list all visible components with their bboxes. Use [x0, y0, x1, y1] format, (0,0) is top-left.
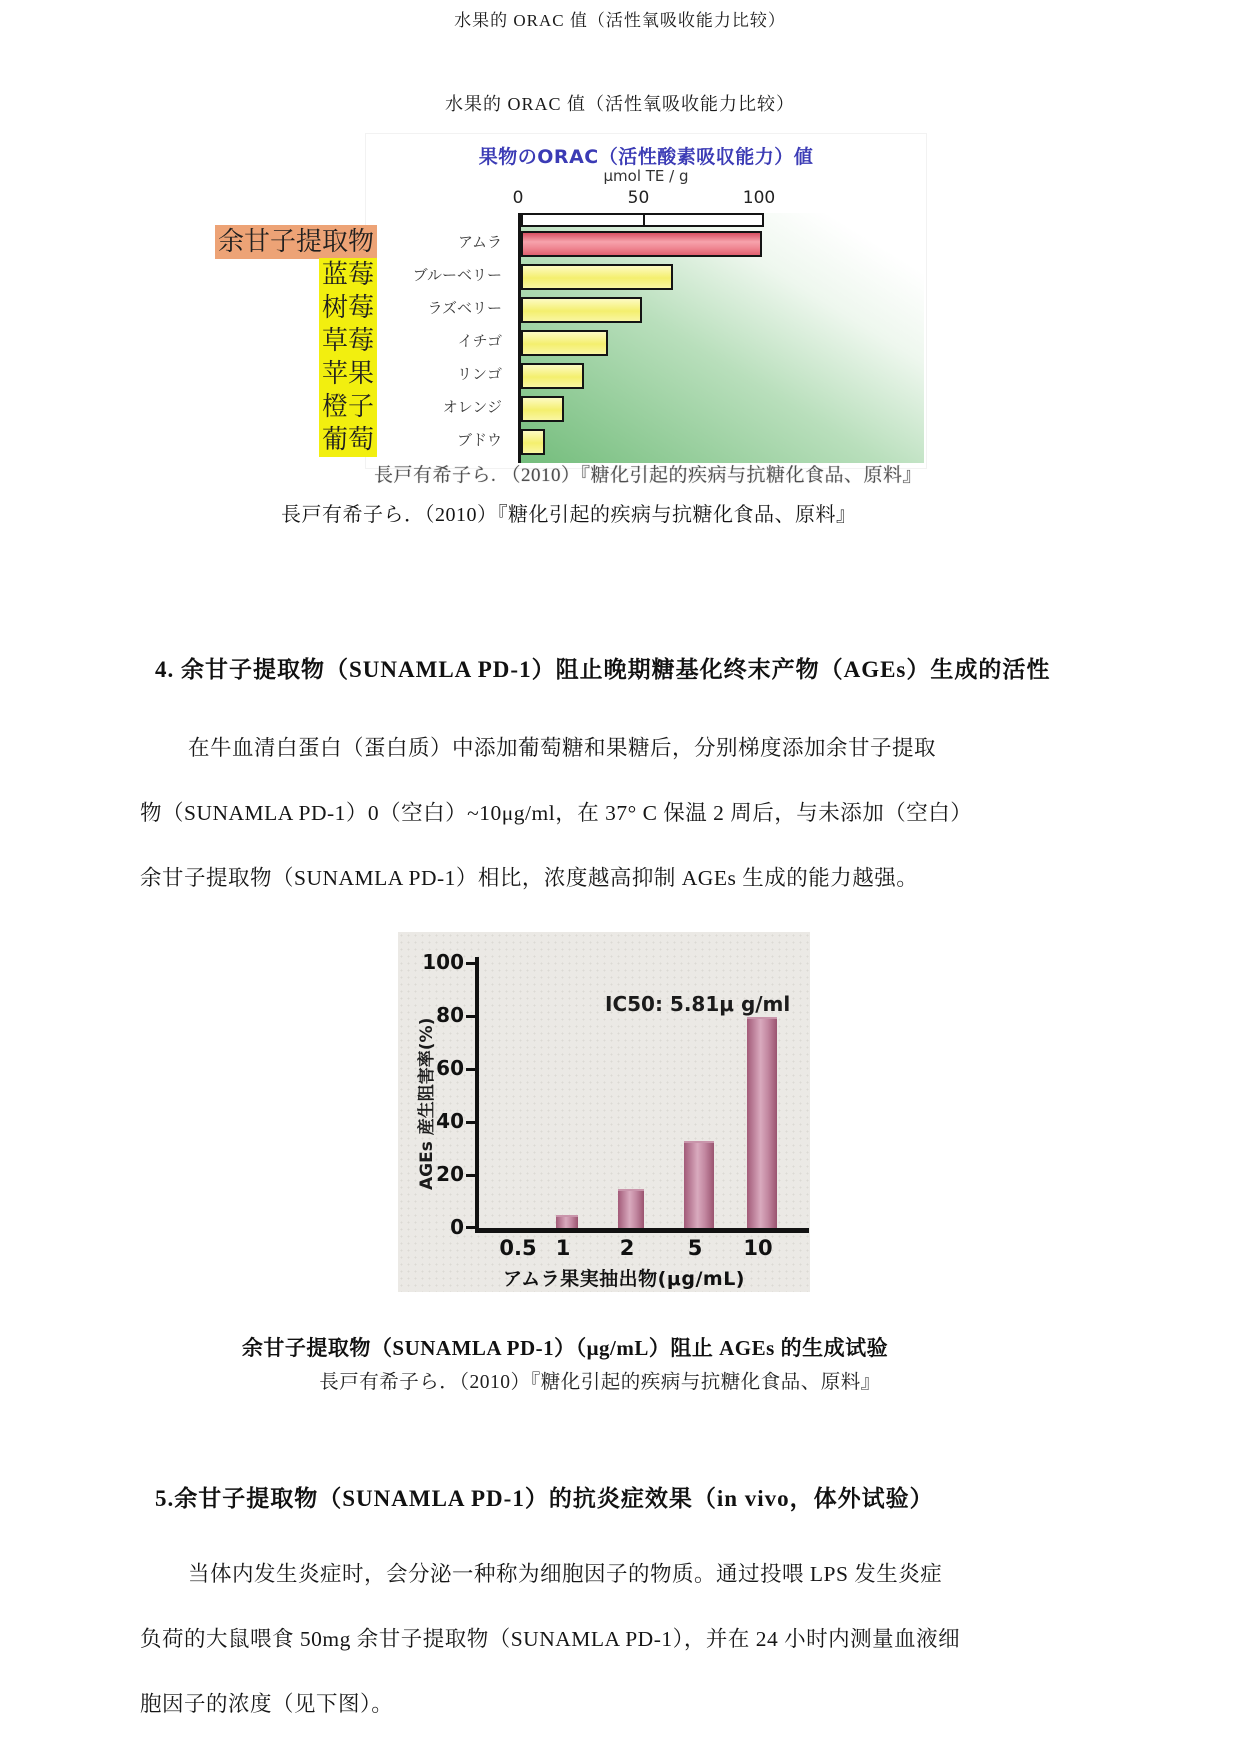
- ages-y-axis-label: AGEs 産生阻害率(%): [417, 1017, 437, 1190]
- ages-bar: [556, 1215, 578, 1228]
- ages-bar: [747, 1017, 777, 1228]
- orac-side-labels: [203, 212, 377, 472]
- ages-x-axis-label: アムラ果実抽出物(μg/mL): [503, 1268, 745, 1290]
- orac-side-label: 蓝莓: [203, 258, 377, 292]
- orac-axis-strip: [521, 213, 764, 227]
- ages-x-tick: 10: [743, 1236, 773, 1260]
- paragraph-line: 当体内发生炎症时，会分泌一种称为细胞因子的物质。通过投喂 LPS 发生炎症: [188, 1562, 943, 1586]
- orac-bar: [521, 231, 762, 257]
- section5-heading: 5.余甘子提取物（SUNAMLA PD-1）的抗炎症效果（in vivo，体外试验）: [155, 1486, 934, 1511]
- ages-bar: [684, 1141, 714, 1228]
- ages-x-tick: 0.5: [499, 1236, 537, 1260]
- ages-y-tick-mark: [466, 962, 479, 965]
- orac-side-label: 草莓: [203, 324, 377, 358]
- paragraph-line: 余甘子提取物（SUNAMLA PD-1）相比，浓度越高抑制 AGEs 生成的能力越强。: [140, 866, 919, 890]
- orac-side-label: 树莓: [203, 291, 377, 325]
- orac-category-label: オレンジ: [442, 398, 502, 416]
- orac-bar: [521, 429, 545, 455]
- orac-side-label: 葡萄: [203, 423, 377, 457]
- orac-category-label: リンゴ: [456, 365, 502, 383]
- ages-y-tick: 80: [436, 1003, 464, 1027]
- orac-category-label: ラズベリー: [427, 299, 502, 317]
- ages-y-tick-mark: [466, 1121, 479, 1124]
- orac-side-label: 苹果: [203, 357, 377, 391]
- figure1-caption: 長戸有希子ら．（2010）『糖化引起的疾病与抗糖化食品、原料』: [281, 504, 857, 526]
- orac-category-labels: [366, 213, 510, 463]
- ages-y-tick-mark: [466, 1015, 479, 1018]
- orac-category-label: ブルーベリー: [412, 266, 502, 284]
- figure1-title: 水果的 ORAC 值（活性氧吸收能力比较）: [444, 94, 795, 114]
- ages-y-tick-mark: [466, 1226, 479, 1229]
- ages-y-tick-mark: [466, 1174, 479, 1177]
- orac-chart-unit: μmol TE / g: [603, 167, 689, 185]
- figure2-caption-title: 余甘子提取物（SUNAMLA PD-1）（μg/mL）阻止 AGEs 的生成试验: [241, 1336, 889, 1360]
- orac-category-label: アムラ: [458, 233, 502, 251]
- paragraph-line: 物（SUNAMLA PD-1）0（空白）~10μg/ml，在 37° C 保温 2 周后，与未添加（空白）: [140, 801, 973, 825]
- orac-x-tick: 0: [512, 188, 524, 208]
- ages-x-tick: 2: [619, 1236, 635, 1260]
- ages-y-tick: 20: [436, 1162, 464, 1186]
- section4-paragraph: [140, 716, 1115, 911]
- paragraph-line: 在牛血清白蛋白（蛋白质）中添加葡萄糖和果糖后，分别梯度添加余甘子提取: [188, 736, 937, 760]
- orac-category-label: ブドウ: [456, 431, 502, 449]
- orac-plot-area: [518, 213, 924, 463]
- page-header: 水果的 ORAC 值（活性氧吸收能力比较）: [454, 11, 786, 30]
- ages-x-tick: 5: [687, 1236, 703, 1260]
- figure2-caption-source: 長戸有希子ら．（2010）『糖化引起的疾病与抗糖化食品、原料』: [319, 1372, 881, 1393]
- ages-y-tick: 60: [436, 1056, 464, 1080]
- orac-x-tick: 50: [627, 188, 650, 208]
- orac-chart: [365, 133, 927, 469]
- orac-x-tick: 100: [742, 188, 776, 208]
- orac-category-label: イチゴ: [457, 332, 502, 350]
- ages-y-tick: 100: [422, 950, 464, 974]
- orac-bar: [521, 363, 584, 389]
- orac-side-label: 橙子: [203, 390, 377, 424]
- ages-y-tick: 0: [450, 1215, 464, 1239]
- section4-heading: 4. 余甘子提取物（SUNAMLA PD-1）阻止晚期糖基化终末产物（AGEs）生成的活性: [155, 657, 1051, 682]
- paragraph-line: 胞因子的浓度（见下图）。: [140, 1692, 394, 1716]
- figure1-caption-in-image: 長戸有希子ら. （2010）『糖化引起的疾病与抗糖化食品、原料』: [374, 465, 923, 486]
- ages-y-tick-mark: [466, 1068, 479, 1071]
- ages-y-tick: 40: [436, 1109, 464, 1133]
- ages-bar: [618, 1189, 644, 1228]
- ages-chart: [398, 932, 810, 1292]
- ages-x-tick: 1: [555, 1236, 571, 1260]
- orac-chart-title: 果物のORAC（活性酸素吸収能力）値: [478, 146, 814, 168]
- orac-bar: [521, 297, 642, 323]
- orac-bar: [521, 264, 673, 290]
- orac-bar: [521, 330, 608, 356]
- orac-bar: [521, 396, 564, 422]
- section5-paragraph: [140, 1542, 1115, 1737]
- orac-side-label: 余甘子提取物: [203, 225, 377, 259]
- ages-plot-area: [475, 957, 809, 1233]
- paragraph-line: 负荷的大鼠喂食 50mg 余甘子提取物（SUNAMLA PD-1），并在 24 小时内测量血液细: [140, 1627, 961, 1651]
- ages-ic50-annotation: IC50: 5.81μ g/ml: [605, 992, 791, 1016]
